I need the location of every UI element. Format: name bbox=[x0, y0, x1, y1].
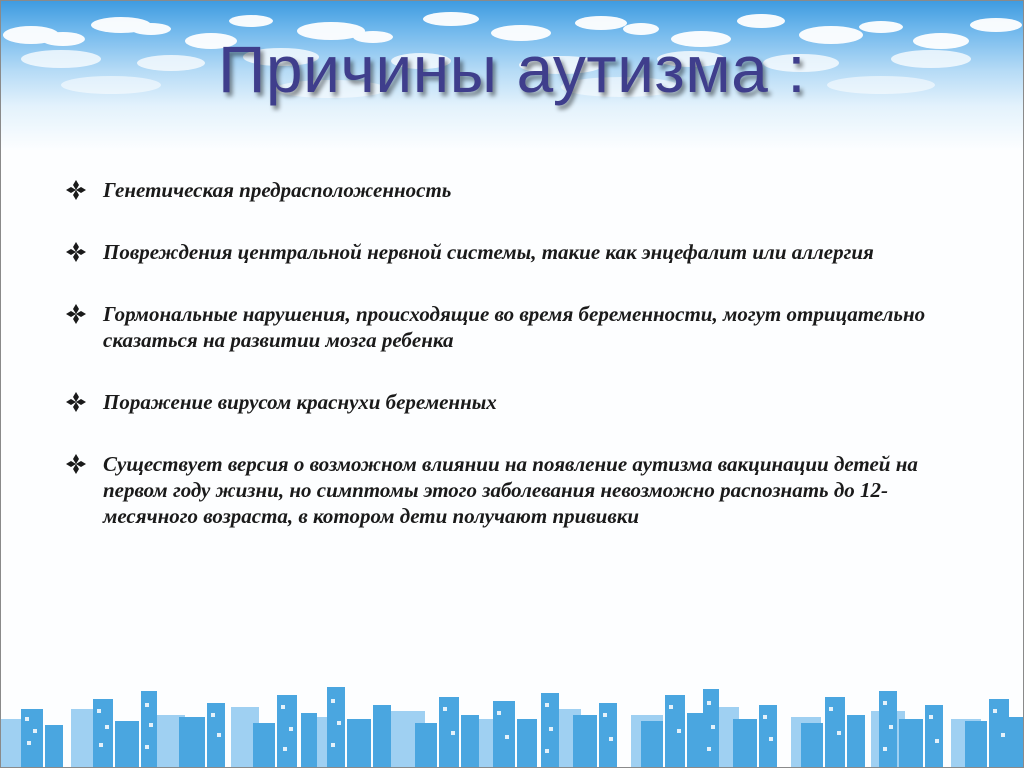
bullet-list bbox=[63, 177, 963, 529]
diamond-bullet-icon bbox=[65, 453, 87, 475]
list-item bbox=[63, 451, 963, 529]
diamond-bullet-icon bbox=[65, 391, 87, 413]
city-skyline-decoration bbox=[1, 679, 1023, 767]
bullet-text: Гормональные нарушения, происходящие во время беременности, могут отрицательно сказаться на развитии мозга ребенка bbox=[103, 302, 926, 352]
bullet-text: Поражение вирусом краснухи беременных bbox=[103, 390, 497, 414]
list-item bbox=[63, 177, 963, 203]
diamond-bullet-icon bbox=[65, 179, 87, 201]
list-item bbox=[63, 239, 963, 265]
bullet-text: Генетическая предрасположенность bbox=[103, 178, 452, 202]
bullet-text: Существует версия о возможном влиянии на появление аутизма вакцинации детей на первом году жизни, но симптомы этого заболевания невозможно распознать до 12-месячного возраста, в котором дети получают прививки bbox=[103, 452, 918, 528]
slide-title: Причины аутизма : bbox=[217, 32, 807, 106]
list-item bbox=[63, 301, 963, 353]
list-item bbox=[63, 389, 963, 415]
diamond-bullet-icon bbox=[65, 303, 87, 325]
bullet-text: Повреждения центральной нервной системы, такие как энцефалит или аллергия bbox=[103, 240, 874, 264]
diamond-bullet-icon bbox=[65, 241, 87, 263]
